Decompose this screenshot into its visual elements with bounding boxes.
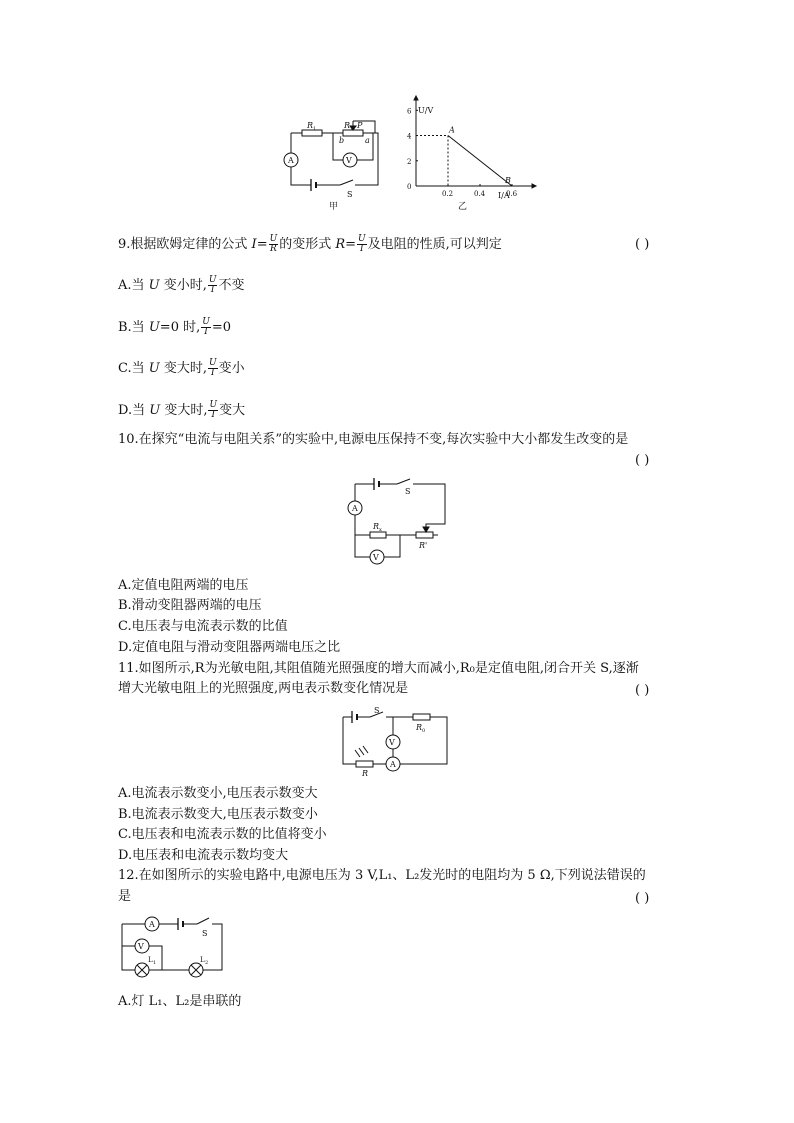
q12-stem-line1: 12.在如图所示的实验电路中,电源电压为 3 V,L₁、L₂发光时的电阻均为 5 Ω,下列说法错误的 xyxy=(118,868,646,883)
ammeter-symbol: A xyxy=(352,504,358,513)
q12-answer-bracket: ( ) xyxy=(635,891,650,906)
svg-text:2: 2 xyxy=(205,960,209,966)
label-s: S xyxy=(374,706,380,715)
q11-stem-line1: 11.如图所示,R为光敏电阻,其阻值随光照强度的增大而减小,R₀是定值电阻,闭合开关 S,逐渐 xyxy=(118,661,639,676)
y-tick-label: 6 xyxy=(407,107,412,116)
label-r2: R xyxy=(344,121,351,130)
q9-option-b: B.当 U=0 时, $\frac{U}{I}$ =0 xyxy=(118,317,231,337)
y-tick-label: 4 xyxy=(407,132,412,141)
voltmeter-symbol: V xyxy=(346,156,352,165)
q9-stem: 9.根据欧姆定律的公式 I= $\frac{U}{R}$ 的变形式 R= $\frac{U}{I}$ 及电阻的性质,可以判定 xyxy=(118,234,502,254)
q10-stem: 10.在探究“电流与电阻关系”的实验中,电源电压保持不变,每次实验中大小都发生改变的是 xyxy=(118,432,629,447)
q9-option-c: C.当 U 变大时, $\frac{U}{I}$ 变小 xyxy=(118,358,245,378)
x-tick-label: 0.6 xyxy=(506,190,518,198)
label-s: S xyxy=(202,929,208,938)
label-l2: L xyxy=(200,956,205,964)
q9-answer-bracket: ( ) xyxy=(635,237,650,252)
q10-option-b: B.滑动变阻器两端的电压 xyxy=(118,598,262,613)
voltmeter-symbol: V xyxy=(373,553,379,562)
fraction-u-over-r: $\frac{U}{R}$ xyxy=(269,234,278,254)
label-r: R xyxy=(362,769,369,778)
q12-stem-line2: 是 xyxy=(118,889,132,904)
point-label-a: A xyxy=(449,125,455,135)
svg-text:0: 0 xyxy=(422,728,426,734)
q11-option-c: C.电压表和电流表示数的比值将变小 xyxy=(118,827,327,842)
svg-text:2: 2 xyxy=(350,126,354,132)
caption-yi: 乙 xyxy=(458,202,468,212)
voltmeter-symbol: V xyxy=(389,738,395,747)
q11-option-b: B.电流表示数变大,电压表示数变小 xyxy=(118,807,318,822)
label-r-prime: R' xyxy=(419,541,428,550)
ammeter-symbol: A xyxy=(149,920,155,929)
label-r0: R xyxy=(416,723,423,732)
label-rx: R xyxy=(373,522,380,531)
q10-option-d: D.定值电阻与滑动变阻器两端电压之比 xyxy=(118,640,341,655)
svg-text:1: 1 xyxy=(313,126,317,132)
x-tick-label: 0.2 xyxy=(442,190,454,198)
q9-option-a: A.当 U 变小时, $\frac{U}{I}$ 不变 xyxy=(118,275,245,295)
label-b: b xyxy=(339,136,345,145)
q10-answer-bracket: ( ) xyxy=(635,453,650,468)
q11-answer-bracket: ( ) xyxy=(635,683,650,698)
q10-option-c: C.电压表与电流表示数的比值 xyxy=(118,619,288,634)
y-tick-label: 2 xyxy=(407,157,412,166)
q11-option-d: D.电压表和电流表示数均变大 xyxy=(118,848,289,863)
voltmeter-symbol: V xyxy=(138,942,144,951)
label-p: P xyxy=(357,121,363,130)
label-l1: L xyxy=(148,956,153,964)
q12-option-a: A.灯 L₁、L₂是串联的 xyxy=(118,994,242,1009)
point-label-b: B xyxy=(505,176,511,185)
caption-jia: 甲 xyxy=(329,202,339,212)
label-r1: R xyxy=(307,121,314,130)
label-s: S xyxy=(347,190,353,199)
q11-stem-line2: 增大光敏电阻上的光照强度,两电表示数变化情况是 xyxy=(118,681,409,696)
svg-text:x: x xyxy=(379,527,382,533)
q9-option-d: D.当 U 变大时, $\frac{U}{I}$ 变大 xyxy=(118,400,246,420)
fraction-u-over-i: $\frac{U}{I}$ xyxy=(358,234,366,254)
ammeter-symbol: A xyxy=(390,760,396,769)
label-a: a xyxy=(365,136,370,145)
ammeter-symbol: A xyxy=(288,156,294,165)
q11-option-a: A.电流表示数变小,电压表示数变大 xyxy=(118,786,318,801)
y-tick-label: 0 xyxy=(407,183,412,191)
graph-xlabel: I/A xyxy=(498,191,510,200)
q10-option-a: A.定值电阻两端的电压 xyxy=(118,578,249,593)
graph-ylabel: U/V xyxy=(418,106,434,115)
x-tick-label: 0.4 xyxy=(474,190,486,198)
svg-text:1: 1 xyxy=(153,960,157,966)
label-s: S xyxy=(405,487,411,496)
